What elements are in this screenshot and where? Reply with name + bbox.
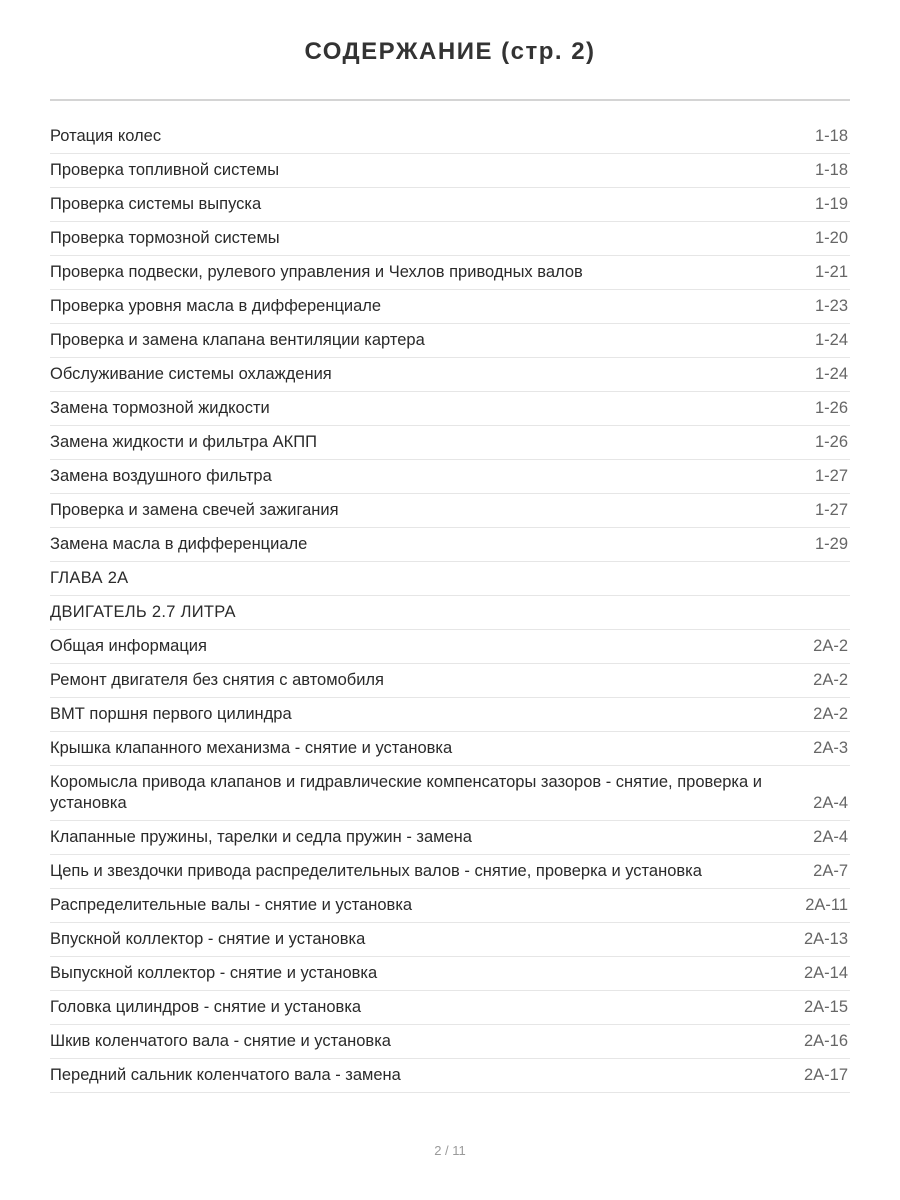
toc-entry[interactable]: [50, 392, 850, 426]
toc-entry-page: 1-23: [814, 297, 848, 315]
toc-entry-page: 2А-11: [805, 896, 848, 914]
toc-section-heading[interactable]: [50, 562, 850, 596]
toc-entry-label: Замена масла в дифференциале: [50, 535, 308, 553]
toc-entry[interactable]: [50, 426, 850, 460]
toc-entry-label: Ротация колес: [50, 127, 162, 145]
toc-entry[interactable]: [50, 222, 850, 256]
toc-entry-label: Ремонт двигателя без снятия с автомобиля: [50, 671, 384, 689]
toc-entry-label: Проверка и замена клапана вентиляции картера: [50, 331, 425, 349]
toc-entry-label: Коромысла привода клапанов и гидравлические компенсаторы зазоров - снятие, проверка и установка: [50, 773, 762, 812]
toc-entry[interactable]: [50, 664, 850, 698]
toc-entry-label: Клапанные пружины, тарелки и седла пружин - замена: [50, 828, 472, 846]
toc-entry[interactable]: [50, 494, 850, 528]
toc-entry[interactable]: [50, 630, 850, 664]
toc-entry-page: 2А-17: [803, 1066, 848, 1084]
toc-entry-page: 2А-13: [803, 930, 848, 948]
toc-entry[interactable]: [50, 256, 850, 290]
toc-entry[interactable]: [50, 188, 850, 222]
toc-entry[interactable]: [50, 324, 850, 358]
toc-entry-label: Крышка клапанного механизма - снятие и установка: [50, 739, 453, 757]
toc-entry-page: 1-18: [814, 127, 848, 145]
toc-entry[interactable]: [50, 923, 850, 957]
toc-entry[interactable]: [50, 991, 850, 1025]
toc-entry-page: 1-18: [814, 161, 848, 179]
toc-entry-label: Проверка подвески, рулевого управления и Чехлов приводных валов: [50, 263, 583, 281]
toc-entry-label: Обслуживание системы охлаждения: [50, 365, 332, 383]
toc-entry-label: Выпускной коллектор - снятие и установка: [50, 964, 378, 982]
toc-entry-label: ДВИГАТЕЛЬ 2.7 ЛИТРА: [50, 603, 236, 621]
toc-entry[interactable]: [50, 821, 850, 855]
toc-entry-page: 1-20: [814, 229, 848, 247]
page-title: СОДЕРЖАНИЕ (стр. 2): [304, 38, 596, 65]
toc-entry-label: Передний сальник коленчатого вала - замена: [50, 1066, 401, 1084]
toc-entry-label: Замена жидкости и фильтра АКПП: [50, 433, 317, 451]
toc-entry[interactable]: [50, 889, 850, 923]
toc-section-heading[interactable]: [50, 596, 850, 630]
toc-entry-page: 2А-4: [813, 828, 848, 846]
toc-entry[interactable]: [50, 358, 850, 392]
toc-entry[interactable]: [50, 766, 850, 821]
toc-entry-label: Замена воздушного фильтра: [50, 467, 272, 485]
toc-entry-page: 2А-2: [813, 671, 848, 689]
toc-entry-page: 1-26: [814, 433, 848, 451]
toc-entry-label: Замена тормозной жидкости: [50, 399, 270, 417]
toc-entry[interactable]: [50, 528, 850, 562]
toc-entry-page: 1-26: [814, 399, 848, 417]
toc-entry-label: Проверка тормозной системы: [50, 229, 280, 247]
toc-entry[interactable]: [50, 732, 850, 766]
toc-entry-page: 1-29: [814, 535, 848, 553]
toc-entry-page: 1-24: [814, 365, 848, 383]
toc-entry-label: Головка цилиндров - снятие и установка: [50, 998, 362, 1016]
toc-entry-page: 1-24: [814, 331, 848, 349]
toc-entry-page: 2А-16: [803, 1032, 848, 1050]
toc-entry-label: Цепь и звездочки привода распределительных валов - снятие, проверка и установка: [50, 862, 702, 880]
toc-entry[interactable]: [50, 290, 850, 324]
toc-entry-page: 2А-15: [803, 998, 848, 1016]
toc-entry[interactable]: [50, 1059, 850, 1093]
toc-entry-page: 1-27: [814, 467, 848, 485]
page-indicator: 2 / 11: [434, 1143, 466, 1158]
toc-entry-page: 1-19: [814, 195, 848, 213]
toc-entry-label: Впускной коллектор - снятие и установка: [50, 930, 366, 948]
table-of-contents: [50, 120, 850, 1093]
toc-entry-label: Распределительные валы - снятие и установка: [50, 896, 413, 914]
toc-entry-page: 1-27: [814, 501, 848, 519]
toc-entry-page: 2А-14: [803, 964, 848, 982]
toc-entry-label: Проверка системы выпуска: [50, 195, 262, 213]
toc-entry-page: 1-21: [814, 263, 848, 281]
toc-entry-page: 2А-2: [813, 637, 848, 655]
toc-entry-page: 2А-2: [813, 705, 848, 723]
toc-entry-label: Общая информация: [50, 637, 207, 655]
toc-entry[interactable]: [50, 460, 850, 494]
toc-entry-label: Проверка уровня масла в дифференциале: [50, 297, 382, 315]
toc-entry[interactable]: [50, 698, 850, 732]
toc-entry-page: 2А-7: [813, 862, 848, 880]
toc-entry[interactable]: [50, 154, 850, 188]
title-divider: [50, 99, 850, 101]
toc-entry-page: 2А-3: [813, 739, 848, 757]
toc-entry-label: Проверка топливной системы: [50, 161, 280, 179]
toc-entry-label: ГЛАВА 2А: [50, 569, 129, 587]
toc-entry-label: ВМТ поршня первого цилиндра: [50, 705, 292, 723]
toc-entry-label: Проверка и замена свечей зажигания: [50, 501, 339, 519]
toc-entry[interactable]: [50, 855, 850, 889]
toc-entry[interactable]: [50, 1025, 850, 1059]
toc-entry-label: Шкив коленчатого вала - снятие и установка: [50, 1032, 391, 1050]
toc-entry[interactable]: [50, 120, 850, 154]
toc-entry[interactable]: [50, 957, 850, 991]
toc-entry-page: 2А-4: [813, 794, 848, 812]
